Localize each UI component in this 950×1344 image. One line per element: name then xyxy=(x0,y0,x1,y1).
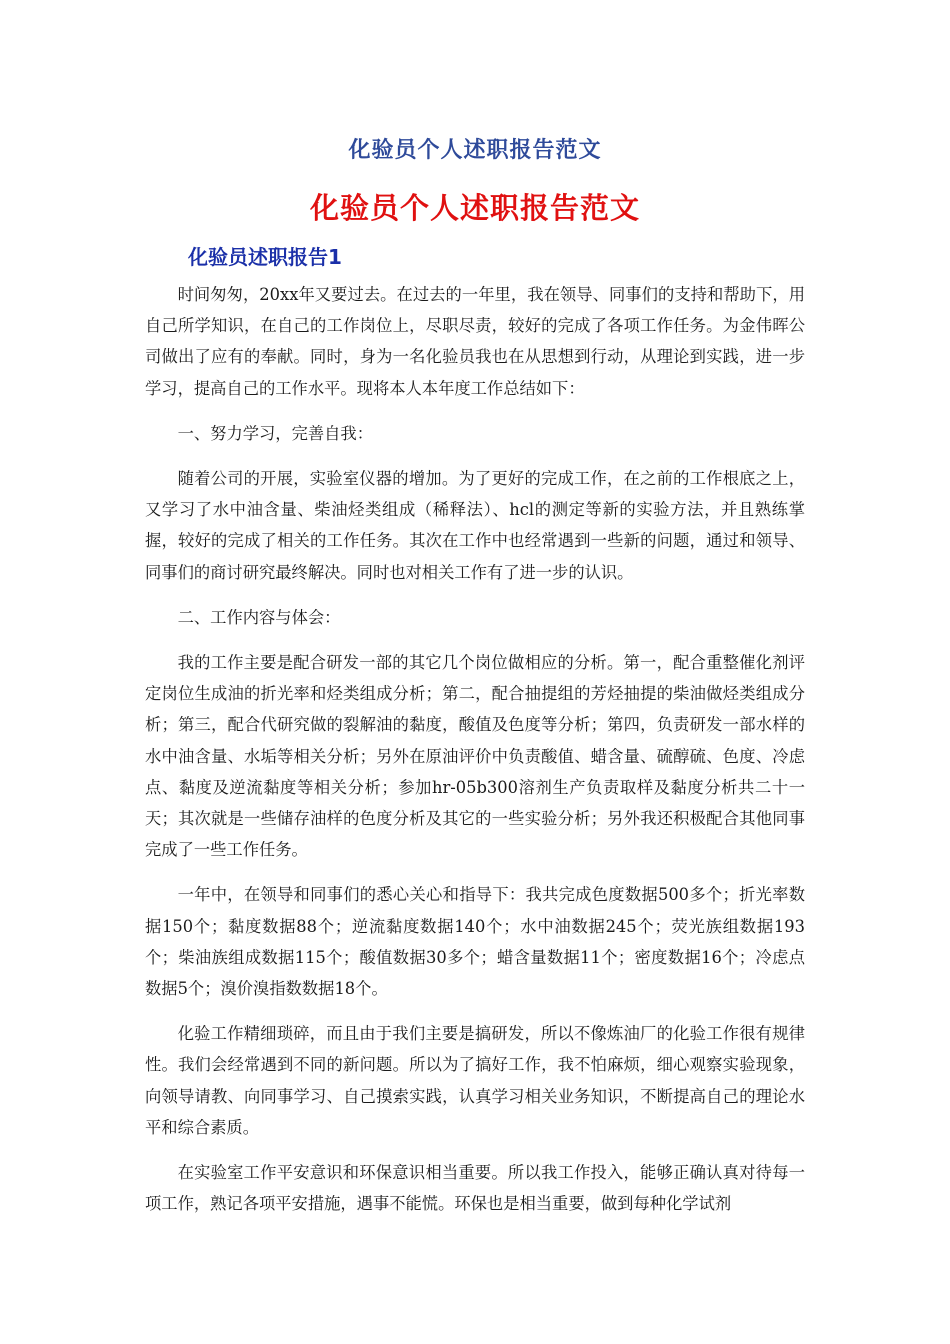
paragraph-safety: 在实验室工作平安意识和环保意识相当重要。所以我工作投入，能够正确认真对待每一项工作，熟记各项平安措施，遇事不能慌。环保也是相当重要，做到每种化学试剂 xyxy=(145,1163,805,1214)
paragraph-data-stats: 一年中，在领导和同事们的悉心关心和指导下：我共完成色度数据500多个；折光率数据150个；黏度数据88个；逆流黏度数据140个；水中油数据245个；荧光族组数据193个；柴油族组成数据115个；酸值数据30多个；蜡含量数据11个；密度数据16个；冷虑点数据5个；溴价溴指数数据18个。 xyxy=(145,885,805,999)
document-body xyxy=(145,279,805,1233)
paragraph-intro: 时间匆匆，20xx年又要过去。在过去的一年里，我在领导、同事们的支持和帮助下，用自己所学知识，在自己的工作岗位上，尽职尽责，较好的完成了各项工作任务。为金伟晖公司做出了应有的奉献。同时，身为一名化验员我也在从思想到行动，从理论到实践，进一步学习，提高自己的工作水平。现将本人本年度工作总结如下： xyxy=(145,285,805,398)
subheading-work: 二、工作内容与体会： xyxy=(177,607,341,627)
section-heading: 化验员述职报告1 xyxy=(188,245,342,269)
paragraph-work-content: 我的工作主要是配合研发一部的其它几个岗位做相应的分析。第一，配合重整催化剂评定岗位生成油的折光率和烃类组成分析；第二，配合抽提组的芳烃抽提的柴油做烃类组成分析；第三，配合代研究做的裂解油的黏度，酸值及色度等分析；第四，负责研发一部水样的水中油含量、水垢等相关分析；另外在原油评价中负责酸值、蜡含量、硫醇硫、色度、冷虑点、黏度及逆流黏度等相关分析；参加hr-05b300溶剂生产负责取样及黏度分析共二十一天；其次就是一些储存油样的色度分析及其它的一些实验分析；另外我还积极配合其他同事完成了一些工作任务。 xyxy=(145,653,805,860)
document-title: 化验员个人述职报告范文 xyxy=(348,138,602,163)
subheading-study: 一、努力学习，完善自我： xyxy=(177,423,373,443)
paragraph-experience: 化验工作精细琐碎，而且由于我们主要是搞研发，所以不像炼油厂的化验工作很有规律性。我们会经常遇到不同的新问题。所以为了搞好工作，我不怕麻烦，细心观察实验现象，向领导请教、向同事学习、自己摸索实践，认真学习相关业务知识，不断提高自己的理论水平和综合素质。 xyxy=(145,1024,805,1137)
paragraph-study: 随着公司的开展，实验室仪器的增加。为了更好的完成工作，在之前的工作根底之上，又学习了水中油含量、柴油烃类组成（稀释法）、hcl的测定等新的实验方法，并且熟练掌握，较好的完成了相关的工作任务。其次在工作中也经常遇到一些新的问题，通过和领导、同事们的商讨研究最终解决。同时也对相关工作有了进一步的认识。 xyxy=(145,469,805,582)
main-heading: 化验员个人述职报告范文 xyxy=(309,191,640,225)
